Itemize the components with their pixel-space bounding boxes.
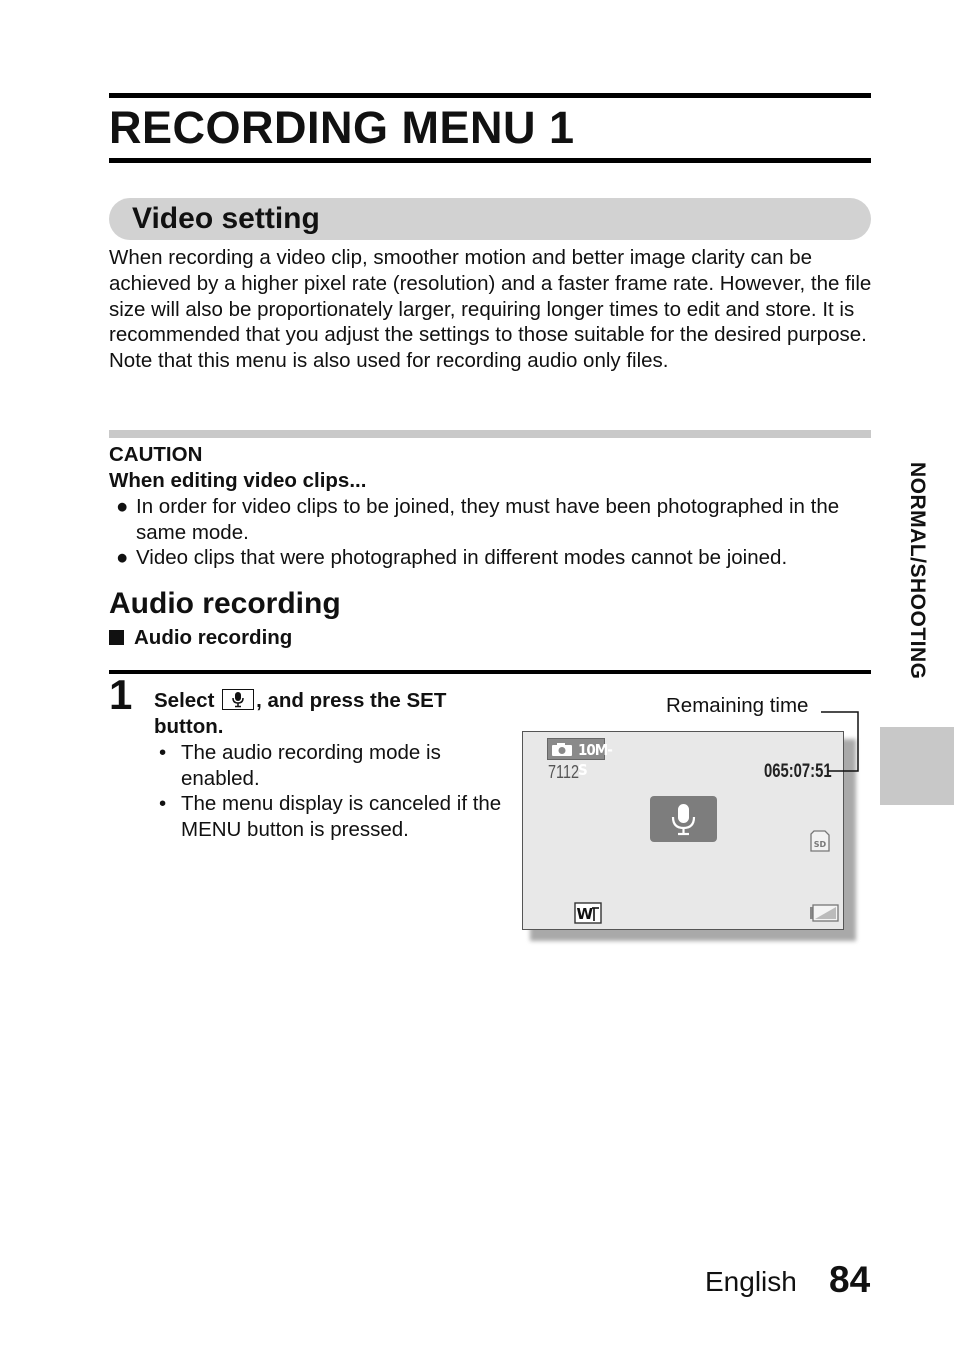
- list-item: [109, 494, 874, 545]
- caution-subtitle: When editing video clips...: [109, 469, 367, 492]
- step-divider: [109, 670, 871, 674]
- camera-screen: [522, 731, 844, 930]
- footer-language: English: [705, 1266, 797, 1297]
- video-setting-body: When recording a video clip, smoother motion and better image clarity can be achieved by a higher pixel rate (resolution) and a faster frame rate. However, the file size will also be proportionately larger, requiring longer times to edit and store. It is recommended that you adjust the settings to those suitable for the desired purpose. Note that this menu is also used for recording audio only files.: [109, 246, 872, 373]
- caution-bullet-list: [109, 494, 874, 571]
- page-number: 84: [829, 1259, 871, 1300]
- page-title: RECORDING MENU 1: [109, 102, 575, 153]
- list-item: [154, 791, 504, 842]
- square-bullet-icon: [109, 630, 124, 645]
- bullet-icon: ●: [116, 495, 129, 518]
- bullet-icon: •: [159, 792, 167, 815]
- side-tab-label: NORMAL/SHOOTING: [906, 462, 929, 680]
- microphone-icon: [650, 796, 717, 842]
- video-setting-heading: Video setting: [132, 202, 320, 235]
- bullet-text: In order for video clips to be joined, they must have been photographed in the same mode.: [136, 495, 840, 544]
- microphone-mode-icon: [222, 689, 254, 710]
- step-instruction-before: Select: [154, 689, 215, 712]
- title-rule-block: [109, 93, 871, 163]
- bullet-text: Video clips that were photographed in different modes cannot be joined.: [136, 546, 788, 570]
- bullet-icon: ●: [116, 546, 129, 570]
- resolution-label: 10M-S: [578, 741, 612, 779]
- step-instruction-continued: button.: [154, 715, 224, 738]
- step-number: 1: [109, 671, 133, 718]
- shot-count: 7112: [548, 762, 579, 782]
- caution-divider: [109, 430, 871, 438]
- svg-text:W: W: [576, 905, 594, 923]
- audio-recording-subheading-text: Audio recording: [134, 626, 293, 649]
- step-instruction: [154, 688, 446, 714]
- audio-recording-heading: Audio recording: [109, 587, 341, 620]
- caution-title: CAUTION: [109, 443, 203, 466]
- bullet-text: The menu display is canceled if the MENU button is pressed.: [181, 792, 502, 841]
- battery-icon: [809, 904, 839, 922]
- list-item: [154, 740, 504, 791]
- bullet-icon: •: [159, 741, 167, 764]
- video-setting-header: [109, 198, 871, 240]
- camera-icon: [551, 742, 573, 757]
- step-instruction-after: , and press the SET: [256, 689, 447, 712]
- remaining-time-value: 065:07:51: [764, 761, 832, 782]
- white-balance-icon: [574, 902, 602, 924]
- svg-text:SD: SD: [813, 840, 827, 849]
- bullet-text: The audio recording mode is enabled.: [181, 741, 441, 790]
- side-tab-marker: [880, 727, 954, 805]
- audio-recording-subheading: [109, 625, 292, 651]
- remaining-time-label: Remaining time: [666, 694, 809, 717]
- list-item: [109, 545, 874, 571]
- sd-card-icon: [809, 830, 831, 852]
- step-bullet-list: [154, 740, 504, 842]
